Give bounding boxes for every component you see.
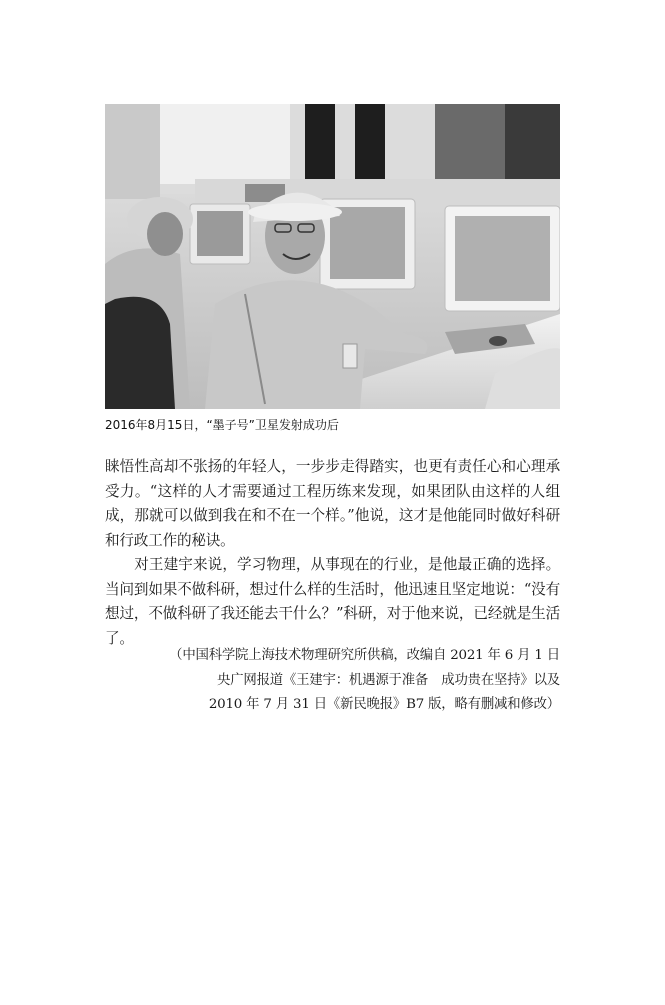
paragraph: 睐悟性高却不张扬的年轻人，一步步走得踏实，也更有责任心和心理承受力。“这样的人才需要通过工程历练来发现，如果团队由这样的人组成，那就可以做到我在和不在一个样。”他说，这才是他能同时做好科研和行政工作的秘诀。 xyxy=(105,458,560,549)
photo-illustration xyxy=(105,104,560,409)
photo xyxy=(105,104,560,409)
source-line: 2010 年 7 月 31 日《新民晚报》B7 版，略有删减和修改） xyxy=(208,697,560,712)
article-body xyxy=(105,455,560,651)
source-line: 央广网报道《王建宇：机遇源于准备 成功贵在坚持》以及 xyxy=(217,672,560,688)
source-note xyxy=(105,644,560,718)
source-line: （中国科学院上海技术物理研究所供稿，改编自 2021 年 6 月 1 日 xyxy=(169,648,560,663)
paragraph: 对王建宇来说，学习物理，从事现在的行业，是他最正确的选择。当问到如果不做科研，想过什么样的生活时，他迅速且坚定地说：“没有想过，不做科研了我还能去干什么？”科研，对于他来说，已经就是生活了。 xyxy=(105,556,560,647)
photo-caption: 2016年8月15日，“墨子号”卫星发射成功后 xyxy=(105,418,339,432)
